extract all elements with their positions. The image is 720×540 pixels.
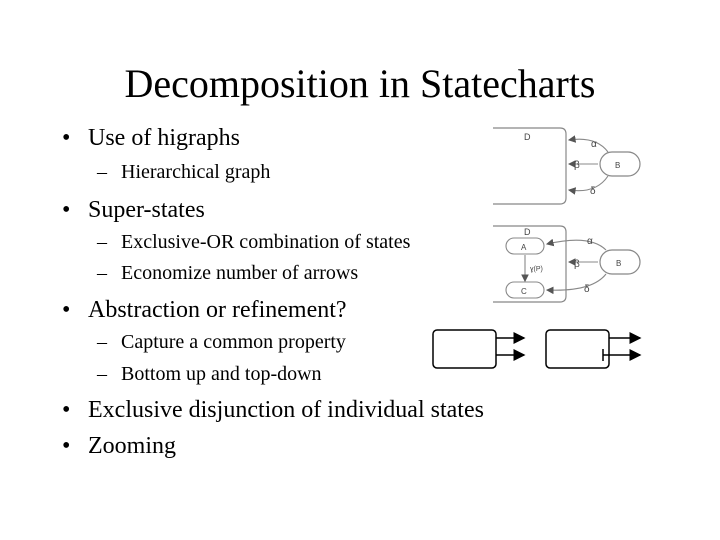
bullet-glyph: • [62,397,71,423]
label-beta: β [574,160,580,171]
label-condition: ɣ(P) [530,266,543,273]
arrow-alpha [569,139,608,152]
abstraction-sketch [433,330,640,368]
arrow-delta [569,176,608,191]
label-beta: β [574,259,580,270]
state-b-label: B [616,259,622,268]
label-delta: δ [590,186,596,197]
bullet-glyph: • [62,125,71,151]
label-delta: δ [584,284,590,295]
bullet-text: Super-states [88,197,205,223]
state-c-label: C [521,287,527,296]
diagram-top [493,128,640,204]
bullet-text: Abstraction or refinement? [88,297,347,323]
state-a-label: A [521,243,527,252]
state-d-label: D [524,227,531,237]
abstract-box-left [433,330,496,368]
bullet-text: Zooming [88,433,176,459]
label-alpha: α [587,236,593,247]
arrow-alpha [547,240,606,250]
state-d-label: D [524,132,531,142]
bullet-glyph: • [62,297,71,323]
bullet-glyph: • [62,197,71,223]
bullet-text: Use of higraphs [88,125,240,151]
state-b-label: B [615,161,621,170]
abstract-box-right [546,330,609,368]
dash-glyph: – [97,262,107,284]
bullet-glyph: • [62,433,71,459]
bullet-text: Exclusive disjunction of individual states [88,397,484,423]
dash-glyph: – [97,363,107,385]
arrow-delta [547,274,606,290]
label-alpha: α [591,139,597,150]
dash-glyph: – [97,331,107,353]
dash-glyph: – [97,231,107,253]
sub-bullet-text: Capture a common property [121,331,346,353]
sub-bullet-text: Bottom up and top-down [121,363,322,385]
slide-title: Decomposition in Statecharts [124,61,596,106]
sub-bullet-text: Hierarchical graph [121,161,271,183]
diagram-bottom [493,226,640,302]
sub-bullet-text: Exclusive-OR combination of states [121,231,411,253]
sub-bullet-text: Economize number of arrows [121,262,359,284]
dash-glyph: – [97,161,107,183]
